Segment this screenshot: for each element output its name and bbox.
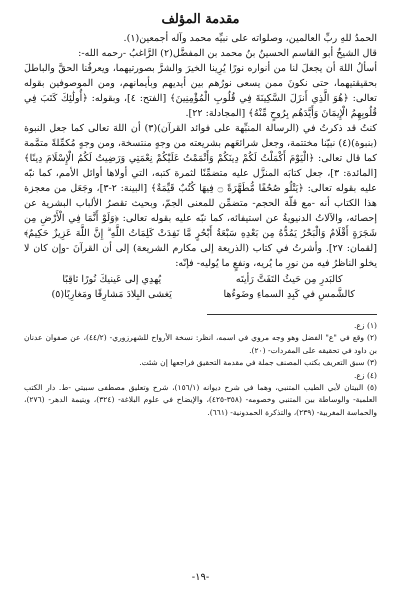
verse-hemistich: كالشَّمسِ في كَبِدِ السماءِ وضَوءُها [223, 289, 355, 300]
paragraph: الحمدُ للهِ ربِّ العالمين، وصلواته على نبيِّه محمد وآله أجمعين(١). [123, 33, 377, 44]
page-title: مقدمة المؤلف [161, 12, 240, 27]
footnote: (١) زع. [353, 321, 377, 330]
page-number: -١٩- [191, 572, 210, 583]
footnote: (٣) سبق التعريف بكتب المصنف جملة في مقدمة التحقيق فراجعها إن شئت. [139, 358, 377, 368]
poetry-verse [24, 272, 377, 302]
verse-hemistich: يَغشى البِلادَ مَشارِقًا ومَغارِبًا(٥) [51, 289, 172, 300]
footnotes [24, 320, 377, 419]
paragraph: قال الشيخُ أبو القاسم الحسينُ بنُ محمد بن المفضَّل(٢) الرَّاغبُ -رحمه الله-: [78, 48, 377, 59]
main-text [24, 31, 377, 271]
paragraph: أسألُ اللهَ أن يجعلَ لنا من أنواره نورًا يُرِينا الخيرَ والشرَّ بصورتيهما، ويعرفُنا الحقَّ والباطلَ بحقيقتيهما، حتى نكونَ ممن يسعى نورُهم بين أيديهم وبأيمانهم، ومن الموصوفين بقوله تعالى: ﴿هُوَ الَّذِي أَنزَلَ السَّكِينَةَ فِي قُلُوبِ الْمُؤْمِنِينَ﴾ [الفتح: ٤]، وبقوله: ﴿أُولَٰئِكَ كَتَبَ فِي قُلُوبِهِمُ الْإِيمَانَ وَأَيَّدَهُم بِرُوحٍ مِّنْهُ﴾ [المجادلة: ٢٢]. [24, 63, 377, 119]
footnote: (٤) زع. [353, 370, 377, 380]
verse-hemistich: كالبَدرِ مِن حَيثُ التَفَتَّ رَأيتَه [235, 274, 343, 285]
footnote: (٢) وقع في "ع" الفضل وهو وجه مروي في اسمه، انظر: نسخة الأرواح للشهرزوري- (٤٤/٢)، عن صفوان عدنان بن داود في تحقيقه على المفردات- (٢٠). [24, 333, 378, 355]
footnote: (٥) البيتان لأبي الطيب المتنبي، وهما في شرح ديوانه (١٥٦/١)، شرح وتعليق مصطفى سبيتي -ط. دار الكتب العلمية- والوساطة بين المتنبي وخصومه- (٣٥٨-٤٢٥)، والإيضاح في علوم البلاغة- (٣٢٤)، ويتيمة الدهر- (٢٧٦)، والحماسة المغربية- (٢٣٩)، والتذكرة الحمدونية- (٦٦١). [24, 383, 377, 417]
footnote-divider [207, 314, 377, 315]
verse-hemistich: يُهدِي إلى عَينيكَ نُورًا ثاقِبًا [62, 274, 162, 285]
paragraph: كنتُ قد ذكرتُ في (الرسالة المنبِّهة على فوائد القرآن)(٣) أن اللهَ تعالى كما جعل النبوة (بنبوة)(٤) نبيّنا مختتمة، وجعل شرائعَهم بشريعته من وجهٍ منتسخة، ومن وجهٍ مُكمِّلةً متمَّمة كما قال تعالى: ﴿الْيَوْمَ أَكْمَلْتُ لَكُمْ دِينَكُمْ وَأَتْمَمْتُ عَلَيْكُمْ نِعْمَتِي وَرَضِيتُ لَكُمُ الْإِسْلَامَ دِينًا﴾ [المائدة: ٣]، جعل كتابَه المنزَّل عليه متضمِّنًا لثمرة كتبه، التي أولاها أوائل الأمم، كما نبّه عليه بقوله تعالى: ﴿يَتْلُو صُحُفًا مُّطَهَّرَةً ۝ فِيهَا كُتُبٌ قَيِّمَةٌ﴾ [البينة: ٢-٣]، وجَعَل من معجزة هذا الكتاب أنه -مع قلّة الحجم- متضمِّن للمعنى الجمّ، وبحيث تقصرُ الألباب البشرية عن إحصائه، والآلاتُ الدنيويةُ عن استيفائه، كما نبّه عليه بقوله تعالى: ﴿وَلَوْ أَنَّمَا فِي الْأَرْضِ مِن شَجَرَةٍ أَقْلَامٌ وَالْبَحْرُ يَمُدُّهُ مِن بَعْدِهِ سَبْعَةُ أَبْحُرٍ مَّا نَفِدَتْ كَلِمَاتُ اللَّهِ ۗ إِنَّ اللَّهَ عَزِيزٌ حَكِيمٌ﴾ [لقمان: ٢٧]. وأشرتُ في كتاب (الذريعة إلى مكارم الشريعة) إلى أن القرآنَ -وإن كان لا يخلو الناظرُ فيه من نورِ ما يُريه، ونفعٍ ما يُوليه- فإنّه: [24, 123, 377, 269]
